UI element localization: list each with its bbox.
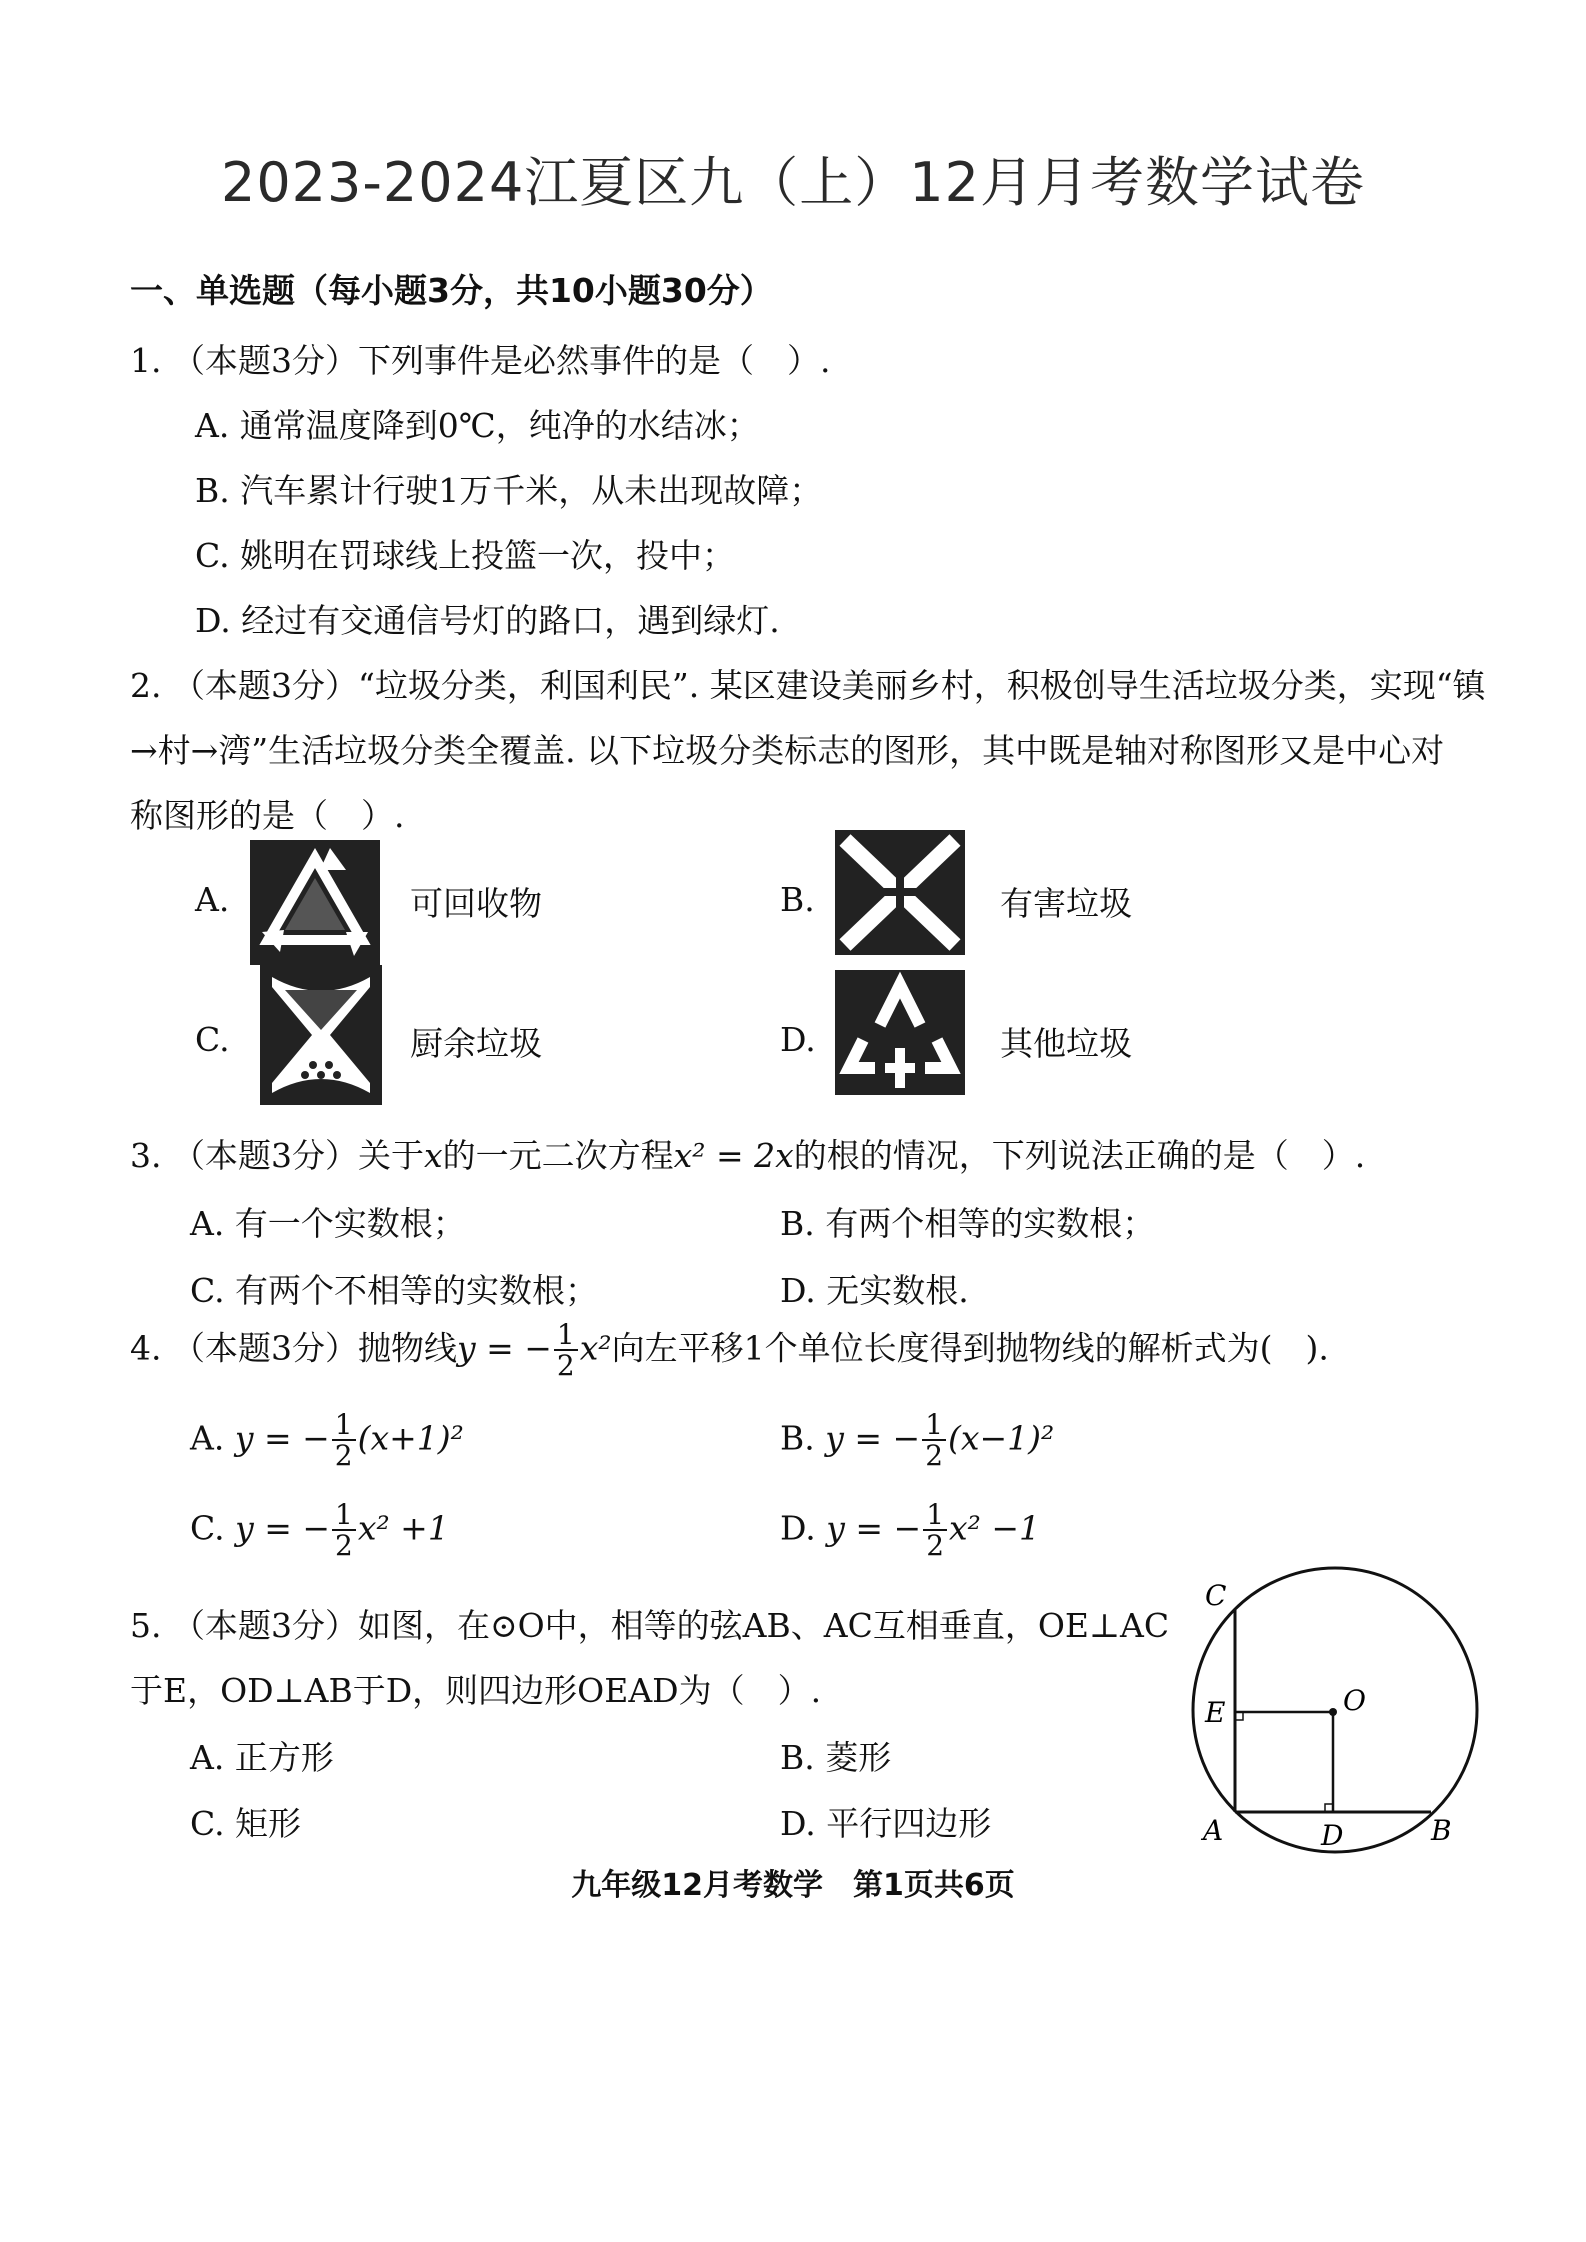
fraction-numerator: 1 <box>923 1500 947 1531</box>
section-heading: 一、单选题（每小题3分，共10小题30分） <box>130 271 773 310</box>
q4-stem-pre: 4. （本题3分）抛物线 <box>130 1328 457 1368</box>
label-o: O <box>1343 1684 1366 1717</box>
hourglass-icon <box>260 965 382 1105</box>
fraction-numerator: 1 <box>922 1410 946 1441</box>
option-fraction <box>923 1500 947 1561</box>
q5-line-1: 5. （本题3分）如图，在⊙O中，相等的弦AB、AC互相垂直，OE⊥AC <box>130 1606 1170 1645</box>
q4-option-c <box>190 1500 449 1561</box>
q1-stem: 1. （本题3分）下列事件是必然事件的是（ ）. <box>130 341 831 380</box>
label-e: E <box>1205 1696 1226 1729</box>
q5-option-b: B. 菱形 <box>780 1738 892 1777</box>
q3-option-a: A. 有一个实数根； <box>190 1204 466 1243</box>
q4-fraction <box>554 1320 578 1381</box>
exam-title: 2023-2024江夏区九（上）12月月考数学试卷 <box>220 151 1366 214</box>
center-point <box>1329 1708 1337 1716</box>
option-eq-post: (x−1)² <box>948 1418 1055 1458</box>
fraction-numerator: 1 <box>332 1500 356 1531</box>
q3-option-c: C. 有两个不相等的实数根； <box>190 1271 599 1310</box>
q1-option-b: B. 汽车累计行驶1万千米，从未出现故障； <box>195 471 823 510</box>
q3-stem-mid: 的一元二次方程 <box>442 1136 674 1175</box>
q3-stem-x: x <box>423 1136 443 1175</box>
option-letter: A. <box>190 1418 225 1458</box>
label-b: B <box>1431 1814 1452 1847</box>
q2-option-b-label: 有害垃圾 <box>1000 884 1132 923</box>
option-eq-pre: y = − <box>825 1418 921 1458</box>
fraction-denominator: 2 <box>556 1349 575 1383</box>
q2-line-3: 称图形的是（ ）. <box>130 796 405 835</box>
q2-option-c-label: 厨余垃圾 <box>410 1024 542 1063</box>
q5-option-a: A. 正方形 <box>190 1738 334 1777</box>
q5-option-d: D. 平行四边形 <box>780 1804 992 1843</box>
q3-option-d: D. 无实数根. <box>780 1271 969 1310</box>
option-eq-pre: y = − <box>234 1418 330 1458</box>
q1-option-c: C. 姚明在罚球线上投篮一次，投中； <box>195 536 736 575</box>
q3-stem-pre: 3. （本题3分）关于 <box>130 1136 424 1175</box>
q3-option-b: B. 有两个相等的实数根； <box>780 1204 1156 1243</box>
q4-stem <box>130 1320 1329 1381</box>
q2-option-b-letter: B. <box>780 880 815 919</box>
option-eq-post: x² +1 <box>357 1508 449 1548</box>
circle-figure <box>1185 1560 1485 1865</box>
q4-stem-post: 向左平移1个单位长度得到抛物线的解析式为( ). <box>611 1328 1329 1368</box>
fraction-denominator: 2 <box>925 1439 944 1473</box>
label-a: A <box>1203 1814 1224 1847</box>
q3-equation: x² = 2x <box>673 1136 794 1175</box>
q2-line-2: →村→湾”生活垃圾分类全覆盖. 以下垃圾分类标志的图形，其中既是轴对称图形又是中心对 <box>130 731 1445 770</box>
q5-option-c: C. 矩形 <box>190 1804 302 1843</box>
fraction-denominator: 2 <box>926 1529 945 1563</box>
option-fraction <box>332 1410 356 1471</box>
option-eq-pre: y = − <box>235 1508 331 1548</box>
q2-option-c-letter: C. <box>195 1020 230 1059</box>
option-letter: D. <box>780 1508 816 1548</box>
triangle-arrows-icon <box>835 970 965 1095</box>
label-c: C <box>1205 1579 1227 1612</box>
q4-option-a <box>190 1410 464 1471</box>
q4-eq-post: x² <box>579 1328 612 1368</box>
q2-line-1: 2. （本题3分）“垃圾分类，利国利民”. 某区建设美丽乡村，积极创导生活垃圾分类，实现“镇 <box>130 666 1486 705</box>
q3-stem-post: 的根的情况，下列说法正确的是（ ）. <box>793 1136 1366 1175</box>
label-d: D <box>1321 1819 1344 1852</box>
recycle-icon <box>250 840 380 965</box>
option-letter: B. <box>780 1418 815 1458</box>
q2-option-a-letter: A. <box>195 880 230 919</box>
q2-option-a-label: 可回收物 <box>410 884 542 923</box>
fraction-numerator: 1 <box>332 1410 356 1441</box>
q1-option-a: A. 通常温度降到0℃，纯净的水结冰； <box>195 406 760 445</box>
option-eq-post: x² −1 <box>949 1508 1041 1548</box>
fraction-denominator: 2 <box>335 1529 353 1563</box>
hazard-cross-icon <box>835 830 965 955</box>
fraction-denominator: 2 <box>334 1439 353 1473</box>
page-footer: 九年级12月考数学 第1页共6页 <box>571 1868 1015 1903</box>
q3-stem <box>130 1130 1365 1177</box>
option-eq-pre: y = − <box>826 1508 922 1548</box>
q1-option-d: D. 经过有交通信号灯的路口，遇到绿灯. <box>195 601 780 640</box>
q4-option-b <box>780 1410 1054 1471</box>
option-letter: C. <box>190 1508 225 1548</box>
option-fraction <box>922 1410 946 1471</box>
option-fraction <box>332 1500 356 1561</box>
q4-eq-pre: y = − <box>456 1328 552 1368</box>
q2-option-d-letter: D. <box>780 1020 816 1059</box>
q5-line-2: 于E，OD⊥AB于D，则四边形OEAD为（ ）. <box>130 1671 822 1710</box>
q2-option-d-label: 其他垃圾 <box>1000 1024 1132 1063</box>
q4-option-d <box>780 1500 1040 1561</box>
option-eq-post: (x+1)² <box>357 1418 464 1458</box>
fraction-numerator: 1 <box>554 1320 578 1351</box>
